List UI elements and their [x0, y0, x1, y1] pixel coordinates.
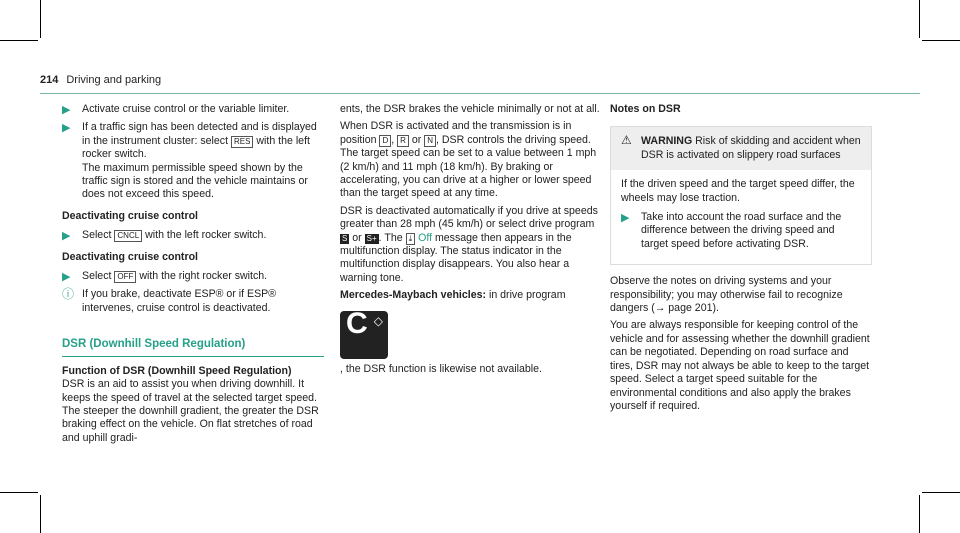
subheading: Deactivating cruise control: [62, 250, 198, 263]
section-name: Driving and parking: [66, 74, 162, 86]
list-item: ▶ Select OFF with the right rocker switch.: [62, 270, 268, 284]
column-3: [610, 103, 872, 413]
s-key-icon: S: [342, 233, 348, 243]
warning-body: If the driven speed and the target speed differ, the wheels may lose traction. ▶ Take into account the road surface and the difference between the driving speed and target speed before activating DSR.: [611, 170, 871, 264]
dsr-icon: ⤓: [406, 233, 416, 245]
arrow-icon: ▶: [62, 271, 71, 284]
arrow-icon: ▶: [62, 122, 71, 135]
subheading: Function of DSR (Downhill Speed Regulation): [62, 364, 292, 377]
warning-icon: ⚠: [621, 133, 632, 148]
section-title: DSR (Downhill Speed Regulation): [62, 338, 324, 356]
s-plus-key-icon: S+: [366, 233, 377, 243]
body-text: You are always responsible for keeping control of the vehicle and for assessing whether the downhill gradient can be negotiated. Depending on road surface and tires, DSR may not always be able to keep to the target speed. Select a target speed suitable for the environmental conditions and also apply the brakes yourself if required.: [610, 319, 870, 412]
crop-mark: [922, 40, 960, 41]
maybach-drive-program-icon: C ◇: [340, 311, 388, 359]
body-text: , the DSR function is likewise not available.: [340, 362, 542, 375]
body-text: ents, the DSR brakes the vehicle minimally or not at all.: [340, 103, 600, 115]
body-text: DSR is deactivated automatically if you drive at speeds greater than 28 mph (45 km/h) or select drive program S or S+ . The ⤓ Off message then appears in the multifunction display. The status indicator in the multifunction display disappears. You also hear a warning tone.: [340, 204, 598, 284]
body-text: DSR is an aid to assist you when driving downhill. It keeps the speed of travel at the selected target speed. The steeper the downhill gradient, the greater the DSR braking effect on the vehicle. On flat stretches of road and uphill gradi-: [62, 378, 319, 444]
list-item: ▶ If a traffic sign has been detected and is displayed in the instrument cluster: select RES with the left rocker switch. The maximum permissible speed shown by the traffic sign is stored and the vehicle maintains or does not exceed this speed.: [62, 121, 317, 201]
header-rule: [40, 93, 920, 94]
crop-mark: [0, 40, 38, 41]
warning-header: ⚠ WARNING Risk of skidding and accident when DSR is activated on slippery road surfaces: [611, 127, 871, 170]
list-item: ▶ Take into account the road surface and the difference between the driving speed and target speed before activating DSR.: [621, 211, 842, 250]
body-text: When DSR is activated and the transmission is in position D , R or N , DSR controls the driving speed. The target speed can be set to a value between 1 mph (2 km/h) and 11 mph (18 km/h). By braking or accelerating, you can drive at a higher or lower speed than the target speed at any time.: [340, 120, 597, 200]
column-1: [62, 103, 324, 445]
r-key-icon: R: [397, 135, 409, 147]
info-note: ⓘ If you brake, deactivate ESP® or if ESP® intervenes, cruise control is deactivated.: [62, 287, 277, 314]
res-key-icon: RES: [231, 136, 253, 148]
body-text: Observe the notes on driving systems and your responsibility; you may otherwise fail to recognize dangers (→ page 201).: [610, 275, 843, 315]
d-key-icon: D: [379, 135, 391, 147]
page-header: [40, 74, 161, 86]
crop-mark: [919, 495, 920, 533]
arrow-icon: ▶: [62, 230, 71, 243]
page-number: 214: [40, 74, 59, 86]
crop-mark: [919, 0, 920, 38]
n-key-icon: N: [424, 135, 436, 147]
cncl-key-icon: CNCL: [114, 230, 142, 242]
crop-mark: [40, 495, 41, 533]
info-icon: ⓘ: [62, 287, 75, 302]
arrow-icon: ▶: [621, 212, 630, 225]
crop-mark: [0, 492, 38, 493]
off-key-icon: OFF: [114, 271, 136, 283]
subheading: Notes on DSR: [610, 103, 681, 115]
crop-mark: [40, 0, 41, 38]
body-text: Mercedes-Maybach vehicles: in drive program: [340, 289, 566, 302]
warning-box: [610, 126, 872, 265]
list-item: ▶ Activate cruise control or the variable limiter.: [62, 103, 290, 116]
list-item: ▶ Select CNCL with the left rocker switch.: [62, 229, 267, 243]
arrow-icon: ▶: [62, 104, 71, 116]
subheading: Deactivating cruise control: [62, 209, 198, 222]
column-2: [340, 103, 602, 376]
crop-mark: [922, 492, 960, 493]
